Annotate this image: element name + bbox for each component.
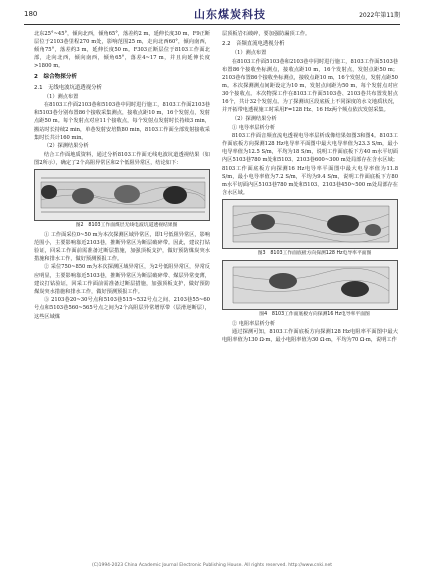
finding-item-1: ① 工作面采位0~50 m为本次探测区域异常区，即1号低阻异常区，影响范围小，主要影响靠近2103巷，推断异常区为断层破碎带。因此，建议打钻验证，回采工作面前需准备过断层措施，加强顶板支护，做好预防煤炭突水措施和排水工作，做好预测预报工作。 xyxy=(34,231,210,262)
paragraph-layout-2: 在8103工作面5103巷和2103巷中同时进行施工，8103工作面5103巷布置86个接收坐标测点，接收点距10 m，16个发射点，发射点距50 m；2103巷布置86个接收坐标测点，接收点距10 m，16个发射点，发射点距50 m。本次探测测点间距设定为10 m，发射点间距为50 m，每个发射点对应30个接收点。本次物探工作在8103工作面5103巷、2103巷共布置发射点16个，共计32个发射点。为了探测该区段底板上不同深度的水文地质状况，并开拓带电透视施工时采用F=128 Hz、16 Hz两个频点依次发射采集。 xyxy=(222,58,398,114)
intro-paragraph: 北东25°~45°，倾向北西，倾角65°，落差约2 m，延伸长度30 m，F9正断层位于2103巷里程270 m处，影响范围25 m，走向北西60°，倾向南西，倾角75°，落差约3 m，延伸长度50 m。F303正断层位于8103工作面北部，走向北西，倾向南西，倾角65°，落差4~17 m，并且向延伸长度>1800 m。 xyxy=(34,31,210,70)
paragraph-layout: 在8103工作面2103巷和5103巷中同时进行施工，8103工作面2103巷和5103巷分别布置86个接收采集测点，接收点距10 m，16个发射点，发射点距50 m。每个发射点对应11个接收点，每个发射点发射时长持续3 min，搬站时长持续2 min，单巷发射安培数80 min，8103工作面全部发射接收采集时长共计160 min。 xyxy=(34,102,210,141)
page-header xyxy=(24,6,400,24)
subheading-results-2: （2）探测结果分析 xyxy=(231,115,277,122)
subheading-conductivity: ① 电导率层析分析 xyxy=(231,124,276,131)
subheading-layout: （1）测点布置 xyxy=(43,93,79,100)
journal-brand: 山东煤炭科技 xyxy=(194,8,266,21)
figure-3-conductivity-map xyxy=(222,199,398,249)
conductivity-16hz-map xyxy=(223,261,398,309)
right-column xyxy=(222,30,398,345)
subheading-layout-2: （1）测点布置 xyxy=(231,50,267,57)
paragraph-conductivity: 8103工作面音频直流电透视电导率层析成像结果如图3和图4。8103工作面底板方向探测128 Hz电导率平面图中最大电导率值为23.3 S/m，最小电导率值为12.5 S/m，平均为18 S/m，说明工作面底板下方40 m水平切面内区5103巷780 m处和5103、2103巷600~300 m处局部存在含水区域；8103工作面底板方向探测16 Hz电导率平面图中最大电导率值为11.8 S/m，最小电导率值为7.2 S/m，平均为9.4 S/m，说明工作面底板下方80 m水平切面内区5103巷780 m处和5103、2103巷450~500 m处局部存在含水区域。 xyxy=(222,133,398,196)
paragraph-resistivity: 通过探测可知，8103工作面底板方向探测128 Hz电阻率平面图中最大电阻率值为130 Ω·m，最小电阻率值为30 Ω·m，平均为70 Ω·m，说明工作 xyxy=(222,329,398,344)
section-heading-2: 2 综合物探分析 xyxy=(34,74,78,81)
page-footer: (C)1994-2023 China Academic Journal Electronic Publishing House. All rights reserved. http://www.cnki.net xyxy=(91,563,333,568)
finding-item-3: ③ 2103巷20~30号点和5103巷515~532号点之间、2103巷55~60号点和5103巷560~565号点之间为2个高阻层异常增厚带（层滑逆断层），这些区域煤 xyxy=(34,297,210,320)
figure-3-caption: 图3 8103工作面底板方向探测128 Hz电导率平面图 xyxy=(257,250,372,256)
figure-2-radio-wave-image xyxy=(34,169,210,221)
header-divider xyxy=(24,24,400,25)
left-column xyxy=(34,30,210,321)
subheading-resistivity: ② 电阻率层析分析 xyxy=(231,320,276,327)
paragraph-results: 结合工作面地质资料，通过分析8103工作面无线电波坑道透视结果（如图2所示），确定了2个高阻异常区和2个低阻异常区，结论如下： xyxy=(34,151,210,166)
section-heading-2-1: 2.1 无线电波坑道透视分析 xyxy=(34,84,102,91)
section-heading-2-2: 2.2 音频直流电透视分析 xyxy=(222,41,285,48)
subheading-results: （2）探测结果分析 xyxy=(43,143,89,150)
continuation-paragraph: 层顶板岩石破碎，要加强防漏顶工作。 xyxy=(222,31,311,37)
conductivity-128hz-map xyxy=(223,200,398,248)
figure-2-caption: 图2 8103工作面煤层无线电波坑道透视结果图 xyxy=(75,223,178,228)
issue-label: 2022年第11期 xyxy=(359,12,400,19)
page-number: 180 xyxy=(24,10,38,18)
figure-4-caption: 图4 8103工作面底板方向探测16 Hz电导率平面图 xyxy=(259,311,370,317)
finding-item-2: ② 采位750~850 m为本次探测区域异常区，为2号低阻异常区，异常反应明显，主要影响靠近5103巷，推断异常区为断层破碎带、煤层异常变薄，建议打钻验证，回采工作面前需准备过断层措施，加强顶板支护，做好预防煤炭突水措施和排水工作，做好预测预报工作。 xyxy=(34,264,210,295)
figure-4-conductivity-map xyxy=(222,260,398,310)
radio-wave-tomography xyxy=(35,170,210,220)
